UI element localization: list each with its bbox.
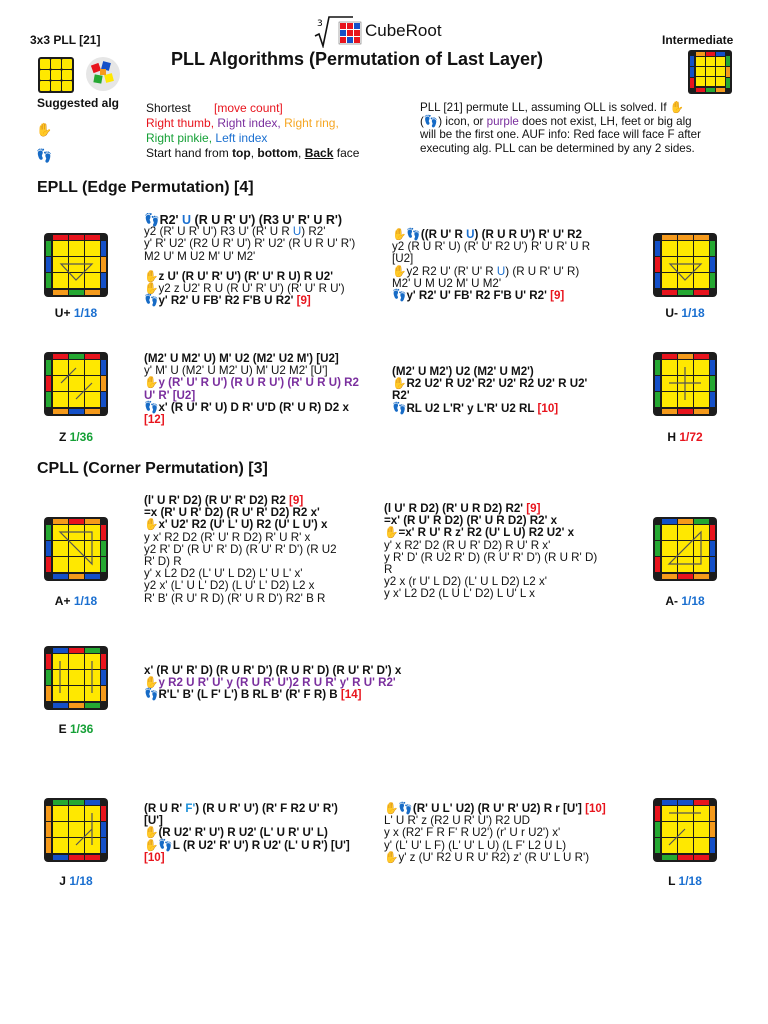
cube-diagram <box>44 798 108 862</box>
svg-text:3: 3 <box>317 19 323 29</box>
cube-l <box>653 798 717 865</box>
case-j: J 1/18 <box>59 874 93 888</box>
cube-e <box>44 646 108 713</box>
cube-aplus <box>44 517 108 584</box>
alg-uplus: 👣R2' U (R U R' U') (R3 U' R' U R') y2 (R' U R' U') R3 U' (R' U R U) R2' y' R' U2' (R2 U R' U') R' U2' (R U R U' R') M2 U' M U2 M' U' M2' ✋z U' (R U' R' U') (R' U' R U) R U2' ✋y2 z U2' R U (R U' R' U') (R' U' R U') 👣y' R2' U FB' R2 F'B U R2' [9] <box>144 213 356 308</box>
logo-cube-icon <box>339 22 361 44</box>
cube-diagram <box>653 233 717 297</box>
intermediate-cube-icon <box>688 50 732 97</box>
case-l: L 1/18 <box>668 874 702 888</box>
cube-diagram <box>44 233 108 297</box>
case-z: Z 1/36 <box>58 430 94 444</box>
cube-h <box>653 352 717 419</box>
cube-diagram <box>44 517 108 581</box>
logo-text: CubeRoot <box>365 21 442 40</box>
cube-diagram <box>653 517 717 581</box>
alg-e: x' (R U' R' D) (R U R' D') (R U R' D) (R U' R' D') x ✋y R2 U R' U' y (R U R' U')2 R U R' y' R U' R2' 👣R'L' B' (L F' L') B RL B' (R' F R) B [14] <box>144 664 402 702</box>
cube-uminus <box>653 233 717 300</box>
cube-j <box>44 798 108 865</box>
alg-h: (M2' U M2') U2 (M2' U M2') ✋R2 U2' R U2' R2' U2' R2 U2' R U2' R2' 👣RL U2 L'R' y L'R' U2 RL [10] <box>392 365 588 415</box>
alg-uminus: ✋👣((R U' R U) (R U R U') R' U' R2 y2 (R U R' U) (R' U' R2 U') R' U R' U R [U2] ✋y2 R2 U' (R' U' R U) (R U R' U' R) M2' U M U2 M' U M2' 👣y' R2' U' FB' R2 F'B U' R2' [9] <box>392 228 591 303</box>
case-uplus: U+ 1/18 <box>54 306 98 320</box>
cube-diagram <box>44 646 108 710</box>
info-text: PLL [21] permute LL, assuming OLL is solved. If ✋ (👣) icon, or purple does not exist, LH, feet or big alg will be the first one. AUF info: Red face will face F after executing alg. PLL can be determined by any 2 sides. <box>420 101 701 155</box>
section-cpll: CPLL (Corner Permutation) [3] <box>37 460 268 477</box>
case-uminus: U- 1/18 <box>665 306 705 320</box>
yellow-face-icon <box>38 57 74 96</box>
alg-aplus: (l' U R' D2) (R U' R' D2) R2 [9] =x (R' U R' D2) (R U' R' D2) R2 x' ✋x' U2' R2 (U' L' U) R2 (U' L U') x y x' R2 D2 (R' U' R D2) R' U R' x y2 R' D' (R U' R' D) (R U' R' D') (R U2 R' D) R y' x L2 D2 (L' U' L D2) L' U L' x' y2 x' (L' U L' D2) (L U' L' D2) L2 x R' B' (R U' R D) (R' U R D') R2' B R <box>144 494 337 605</box>
scrambled-cube-icon <box>84 55 122 96</box>
case-aplus: A+ 1/18 <box>54 594 98 608</box>
cube-z <box>44 352 108 419</box>
level-left: 3x3 PLL [21] <box>30 33 101 47</box>
legend: Shortest [move count] Right thumb, Right index, Right ring, Right pinkie, Left index Start hand from top, bottom, Back face <box>146 101 360 160</box>
alg-z: (M2' U M2' U) M' U2 (M2' U2 M') [U2] y' M' U (M2' U M2' U) M' U2 M2' [U'] ✋y (R' U' R U') (R U R U') (R' U R U) R2 U' R' [U2] 👣x' (R U' R' U) D R' U'D (R' U R) D2 x [12] <box>144 352 360 427</box>
cube-aminus <box>653 517 717 584</box>
case-e: E 1/36 <box>58 722 94 736</box>
page-title: PLL Algorithms (Permutation of Last Layer) <box>171 49 544 69</box>
alg-l: ✋👣(R' U L' U2) (R U' R' U2) R r [U'] [10] L' U R' z (R2 U R' U') R2 UD y x (R2' F R F' R U2') (r' U r U2') x' y' (L' U' L F) (L' U' L U) (L F' L2 U L) ✋y' z (U' R2 U R U' R2) z' (R U' L U R') <box>384 802 606 864</box>
foot-icon: 👣 <box>36 148 53 163</box>
cube-diagram <box>653 798 717 862</box>
alg-aminus: (l U' R D2) (R' U R D2) R2' [9] =x' (R U' R D2) (R' U R D2) R2' x ✋=x' R U' R z' R2 (U' L U) R2 U2' x y' x R2' D2 (R U R' D2) R U' R x' y R' D' (R U2 R' D) (R U' R' D') (R U R' D) R y2 x (r U' L D2) (L' U L D2) L2 x' y x' L2 D2 (L U L' D2) L U' L x <box>384 502 598 601</box>
cube-diagram <box>653 352 717 416</box>
suggested-alg-label: Suggested alg <box>37 96 120 110</box>
left-hand-icon: ✋ <box>36 122 53 137</box>
cube-diagram <box>44 352 108 416</box>
alg-j: (R U R' F') (R U R' U') (R' F R2 U' R') [U'] ✋(R U2' R' U') R U2' (L' U R' U' L) ✋👣L (R U2' R' U') R U2' (L' U R') [U'] [10] <box>144 802 350 864</box>
case-aminus: A- 1/18 <box>665 594 705 608</box>
case-h: H 1/72 <box>667 430 703 444</box>
cube-uplus <box>44 233 108 300</box>
level-right: Intermediate <box>662 33 734 47</box>
section-epll: EPLL (Edge Permutation) [4] <box>37 179 254 196</box>
